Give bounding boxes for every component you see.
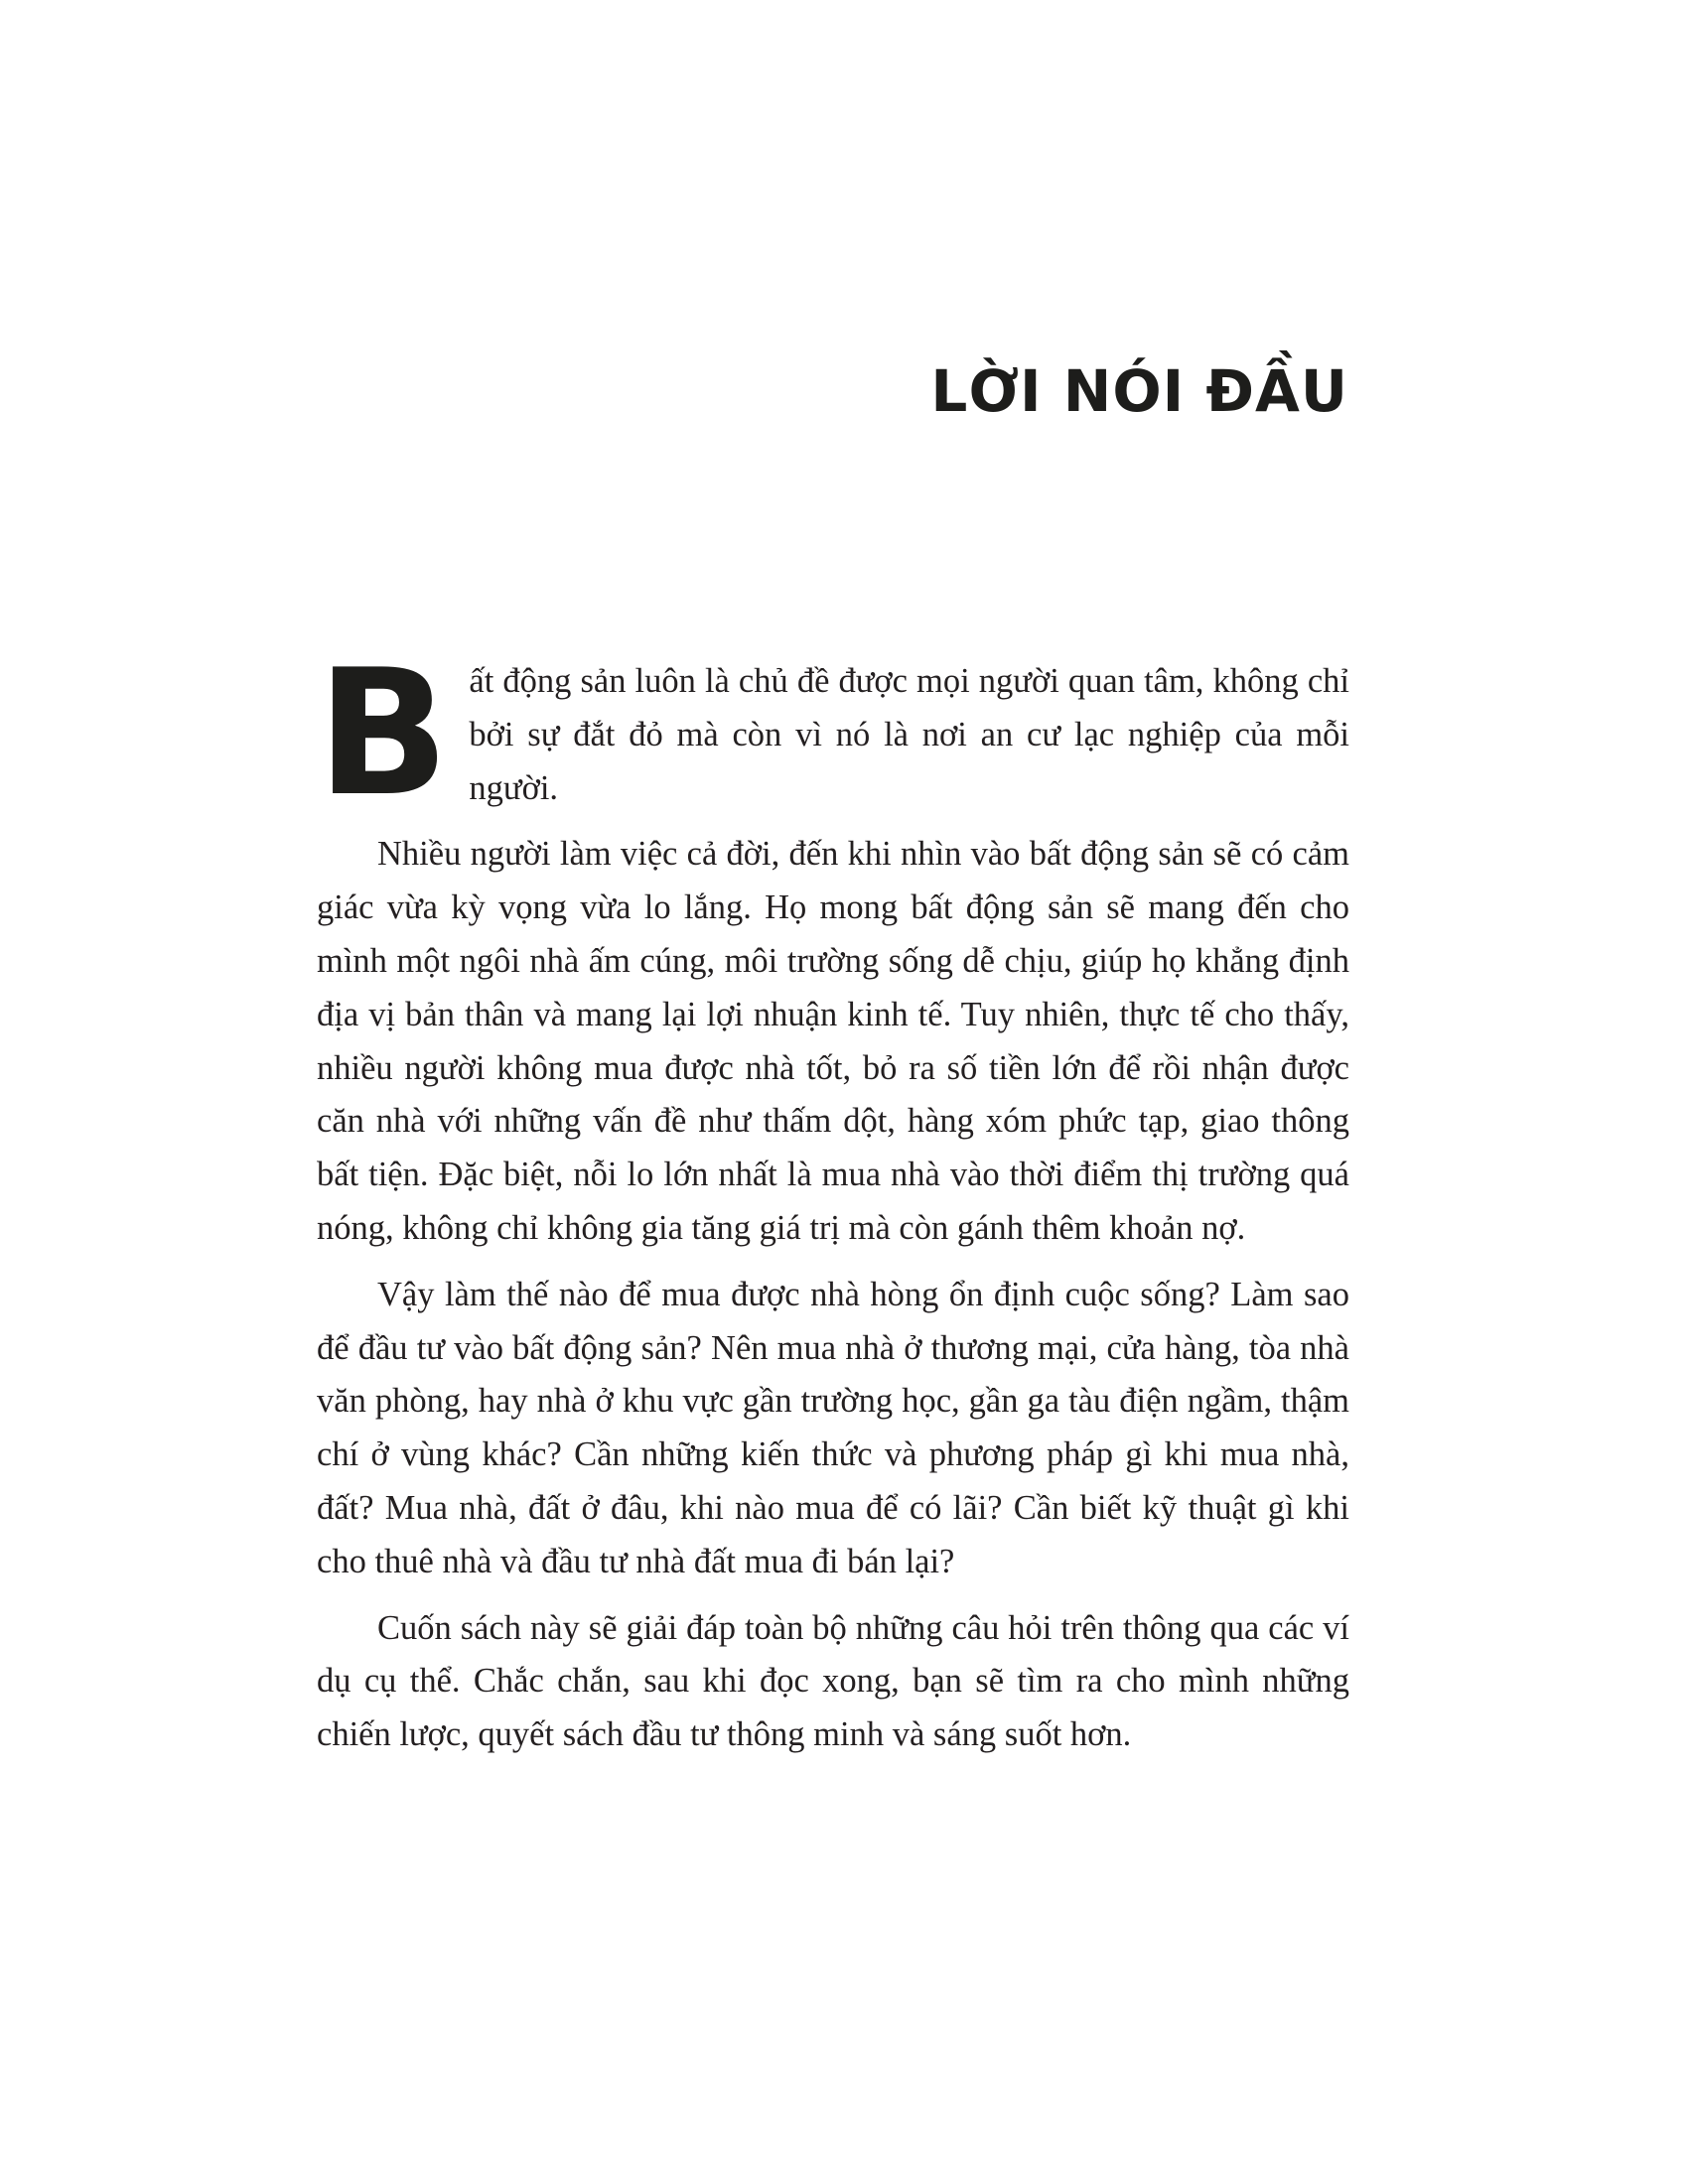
paragraph-1-text: ất động sản luôn là chủ đề được mọi người quan tâm, không chỉ bởi sự đắt đỏ mà còn vì nó là nơi an cư lạc nghiệp của mỗi người. [469, 662, 1349, 807]
paragraph-2: Nhiều người làm việc cả đời, đến khi nhìn vào bất động sản sẽ có cảm giác vừa kỳ vọng vừa lo lắng. Họ mong bất động sản sẽ mang đến cho mình một ngôi nhà ấm cúng, môi trường sống dễ chịu, giúp họ khẳng định địa vị bản thân và mang lại lợi nhuận kinh tế. Tuy nhiên, thực tế cho thấy, nhiều người không mua được nhà tốt, bỏ ra số tiền lớn để rồi nhận được căn nhà với những vấn đề như thấm dột, hàng xóm phức tạp, giao thông bất tiện. Đặc biệt, nỗi lo lớn nhất là mua nhà vào thời điểm thị trường quá nóng, không chỉ không gia tăng giá trị mà còn gánh thêm khoản nợ. [317, 835, 1349, 1247]
paragraph-3: Vậy làm thế nào để mua được nhà hòng ổn định cuộc sống? Làm sao để đầu tư vào bất động sản? Nên mua nhà ở thương mại, cửa hàng, tòa nhà văn phòng, hay nhà ở khu vực gần trường học, gần ga tàu điện ngầm, thậm chí ở vùng khác? Cần những kiến thức và phương pháp gì khi mua nhà, đất? Mua nhà, đất ở đâu, khi nào mua để có lãi? Cần biết kỹ thuật gì khi cho thuê nhà và đầu tư nhà đất mua đi bán lại? [317, 1275, 1349, 1580]
paragraph-1 [317, 633, 1349, 835]
paragraph-4: Cuốn sách này sẽ giải đáp toàn bộ những câu hỏi trên thông qua các ví dụ cụ thể. Chắc chắn, sau khi đọc xong, bạn sẽ tìm ra cho mình những chiến lược, quyết sách đầu tư thông minh và sáng suốt hơn. [317, 1608, 1349, 1754]
drop-cap: B [317, 633, 450, 835]
body-text [317, 633, 1349, 1762]
chapter-heading: LỜI NÓI ĐẦU [930, 357, 1348, 425]
